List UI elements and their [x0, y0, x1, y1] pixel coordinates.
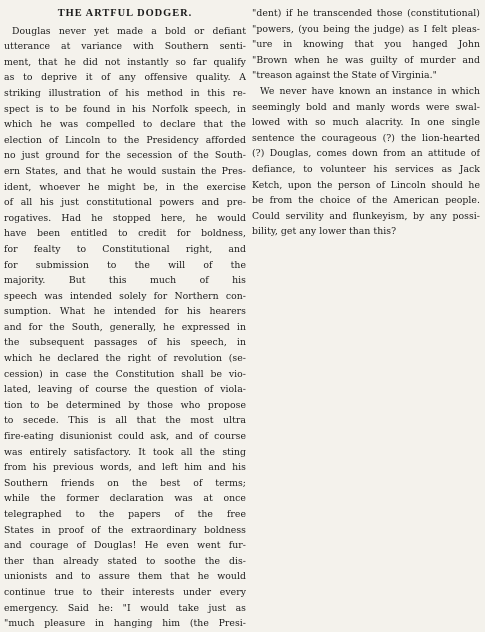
- text-line: seemingly bold and manly words were swal-: [252, 101, 480, 113]
- text-line: of all his just constitutional powers and pre-: [4, 197, 246, 209]
- text-line: telegraphed to the papers of the free: [4, 509, 246, 520]
- text-line: ment, that he did not instantly so far qualify: [4, 56, 246, 68]
- text-line: tion to be determined by those who propose: [4, 399, 246, 411]
- text-line: "dent) if he transcended those (constitutional): [252, 8, 480, 19]
- text-line: while the former declaration was at once: [4, 493, 246, 505]
- text-line: speech was intended solely for Northern con-: [4, 290, 246, 302]
- text-line: no just ground for the secession of the South-: [4, 150, 246, 162]
- text-line: ern States, and that he would sustain the Pres-: [4, 165, 246, 177]
- article-left-column: [4, 6, 246, 632]
- text-line: and courage of Douglas! He even went fur-: [4, 540, 246, 552]
- text-line: ther than already stated to soothe the dis-: [4, 555, 246, 567]
- text-line: "powers, (you being the judge) as I felt pleas-: [252, 23, 480, 35]
- text-line: sumption. What he intended for his hearers: [4, 306, 246, 318]
- text-line: "much pleasure in hanging him (the Presi-: [4, 618, 246, 630]
- text-line: emergency. Said he: "I would take just as: [4, 602, 246, 614]
- text-line: fire-eating disunionist could ask, and of course: [4, 431, 246, 443]
- text-line: which he declared the right of revolution (se-: [4, 353, 246, 365]
- text-line: the subsequent passages of his speech, in: [4, 337, 246, 349]
- text-line: (?) Douglas, comes down from an attitude of: [252, 148, 480, 160]
- text-line: bility, get any lower than this?: [252, 226, 397, 238]
- text-line: to secede. This is all that the most ultra: [4, 415, 246, 427]
- text-line: "Brown when he was guilty of murder and: [252, 54, 480, 66]
- text-line: cession) in case the Constitution shall be vio-: [4, 368, 246, 380]
- text-line: as to deprive it of any offensive quality. A: [4, 72, 246, 84]
- article-heading: THE ARTFUL DODGER.: [57, 8, 193, 19]
- text-line: have been entitled to credit for boldness,: [4, 228, 246, 240]
- text-line: continue true to their interests under every: [4, 586, 246, 598]
- text-line: Douglas never yet made a bold or defiant: [12, 25, 246, 37]
- text-line: defiance, to volunteer his services as Jack: [252, 163, 480, 175]
- text-line: for submission to the will of the: [4, 259, 246, 271]
- text-line: utterance at variance with Southern senti-: [4, 41, 246, 53]
- text-line: sentence the courageous (?) the lion-hearted: [252, 132, 480, 144]
- text-line: lowed with so much alacrity. In one single: [252, 117, 480, 129]
- text-line: striking illustration of his method in this re-: [4, 87, 246, 99]
- text-line: ident, whoever he might be, in the exercise: [4, 181, 246, 193]
- text-line: for fealty to Constitutional right, and: [4, 243, 246, 255]
- article-right-column: [252, 6, 480, 240]
- text-line: be from the choice of the American people.: [252, 195, 480, 207]
- text-line: Southern friends on the best of terms;: [4, 477, 246, 489]
- text-line: unionists and to assure them that he would: [4, 571, 246, 583]
- text-line: Ketch, upon the person of Lincoln should he: [252, 179, 480, 191]
- text-line: election of Lincoln to the Presidency afforded: [4, 134, 246, 146]
- text-line: from his previous words, and left him and his: [4, 462, 246, 474]
- text-line: We never have known an instance in which: [260, 85, 480, 97]
- text-line: lated, leaving of course the question of viola-: [4, 384, 246, 396]
- text-line: "treason against the State of Virginia.": [252, 70, 437, 82]
- text-line: Could servility and flunkeyism, by any possi-: [252, 210, 480, 222]
- text-line: rogatives. Had he stopped here, he would: [4, 212, 246, 224]
- text-line: and for the South, generally, he expressed in: [4, 321, 246, 333]
- text-line: spect is to be found in his Norfolk speech, in: [4, 103, 246, 115]
- text-line: States in proof of the extraordinary boldness: [4, 524, 246, 536]
- text-line: majority. But this much of his: [4, 275, 246, 287]
- text-line: was entirely satisfactory. It took all the sting: [4, 446, 246, 458]
- text-line: which he was compelled to declare that the: [4, 119, 246, 131]
- text-line: "ure in knowing that you hanged John: [252, 39, 480, 51]
